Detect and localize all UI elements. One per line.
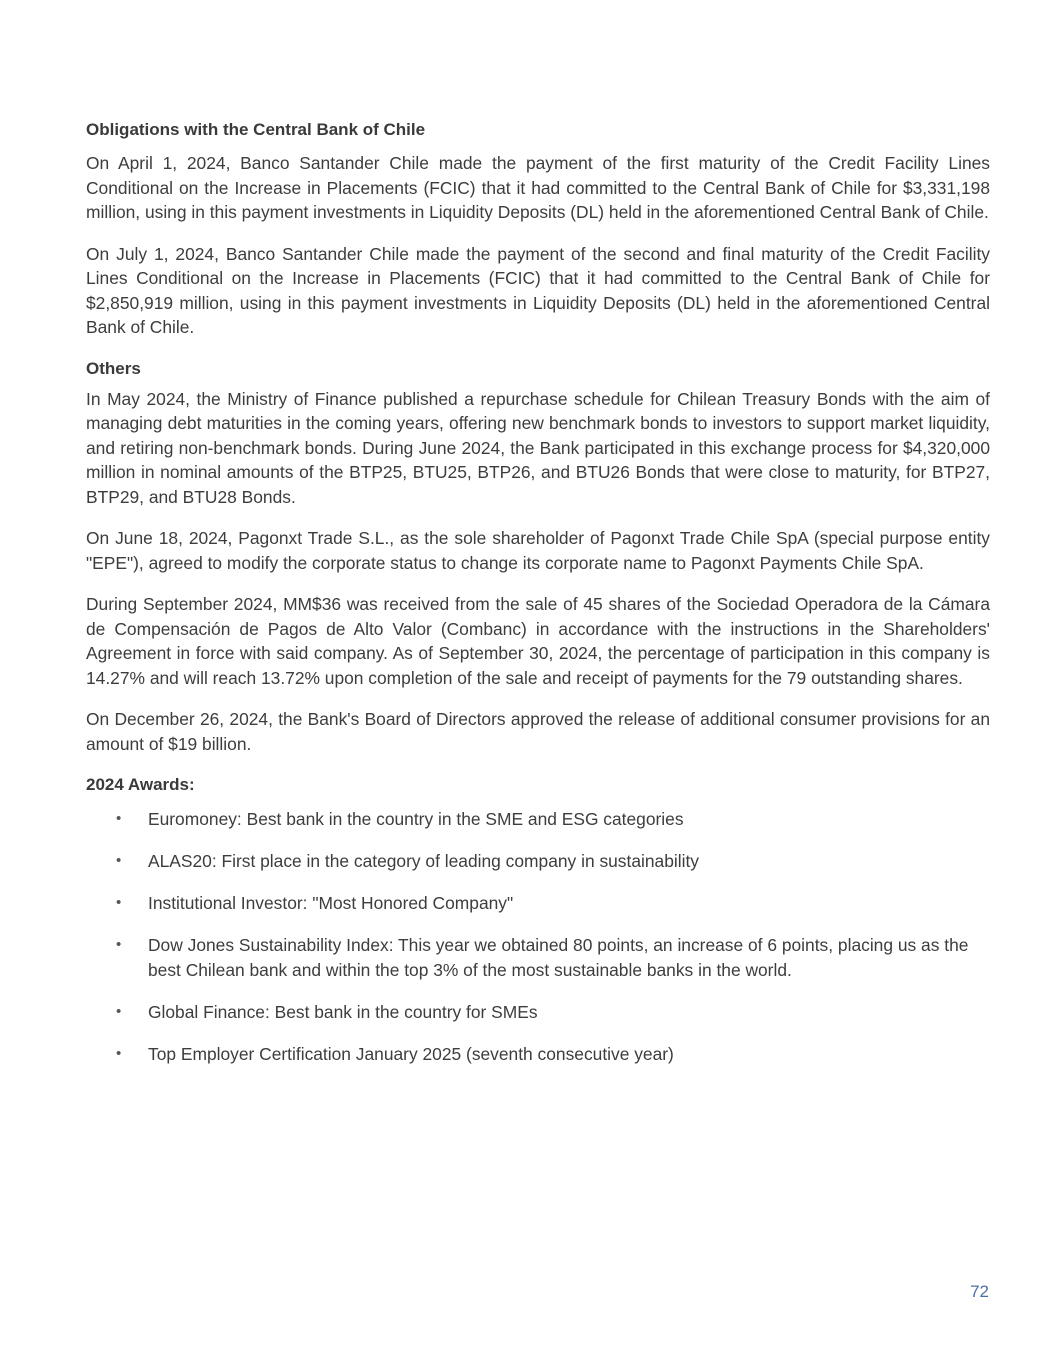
- paragraph-combanc: During September 2024, MM$36 was received from the sale of 45 shares of the Sociedad Operadora de la Cámara de Compensación de Pagos de Alto Valor (Combanc) in accordance with the instructions in the Shareholders' Agreement in force with said company. As of September 30, 2024, the percentage of participation in this company is 14.27% and will reach 13.72% upon completion of the sale and receipt of payments for the 79 outstanding shares.: [86, 594, 990, 688]
- list-item: [86, 891, 990, 916]
- document-page: [86, 118, 990, 1084]
- award-text: Dow Jones Sustainability Index: This year we obtained 80 points, an increase of 6 points, placing us as the best Chilean bank and within the top 3% of the most sustainable banks in the world.: [148, 935, 969, 980]
- list-item: [86, 1000, 990, 1025]
- paragraph-july-payment: On July 1, 2024, Banco Santander Chile made the payment of the second and final maturity of the Credit Facility Lines Conditional on the Increase in Placements (FCIC) that it had committed to the Central Bank of Chile for $2,850,919 million, using in this payment investments in Liquidity Deposits (DL) held in the aforementioned Central Bank of Chile.: [86, 243, 990, 337]
- paragraph-april-payment: On April 1, 2024, Banco Santander Chile made the payment of the first maturity of the Credit Facility Lines Conditional on the Increase in Placements (FCIC) that it had committed to the Central Bank of Chile for $3,331,198 million, using in this payment investments in Liquidity Deposits (DL) held in the aforementioned Central Bank of Chile.: [86, 153, 990, 222]
- list-item: [86, 933, 990, 982]
- award-text: Euromoney: Best bank in the country in the SME and ESG categories: [148, 809, 684, 829]
- awards-list: [86, 807, 990, 1066]
- bullet-icon: •: [116, 1044, 122, 1062]
- bullet-icon: •: [116, 852, 122, 869]
- list-item: [86, 849, 990, 874]
- section-heading-central-bank: Obligations with the Central Bank of Chile: [86, 120, 426, 139]
- bullet-icon: •: [116, 936, 122, 953]
- list-item: [86, 807, 990, 832]
- bullet-icon: •: [116, 894, 122, 911]
- section-heading-others: Others: [86, 358, 141, 378]
- page-number: 72: [970, 1282, 989, 1301]
- bullet-icon: •: [116, 810, 122, 827]
- paragraph-provisions: On December 26, 2024, the Bank's Board of Directors approved the release of additional consumer provisions for an amount of $19 billion.: [86, 709, 990, 754]
- award-text: ALAS20: First place in the category of leading company in sustainability: [148, 851, 700, 871]
- section-heading-awards: 2024 Awards:: [86, 775, 195, 794]
- paragraph-pagonxt: On June 18, 2024, Pagonxt Trade S.L., as the sole shareholder of Pagonxt Trade Chile SpA (special purpose entity "EPE"), agreed to modify the corporate status to change its corporate name to Pagonxt Payments Chile SpA.: [86, 528, 990, 573]
- paragraph-treasury-bonds: In May 2024, the Ministry of Finance published a repurchase schedule for Chilean Treasury Bonds with the aim of managing debt maturities in the coming years, offering new benchmark bonds to investors to support market liquidity, and retiring non-benchmark bonds. During June 2024, the Bank participated in this exchange process for $4,320,000 million in nominal amounts of the BTP25, BTU25, BTP26, and BTU26 Bonds that were close to maturity, for BTP27, BTP29, and BTU28 Bonds.: [86, 388, 990, 507]
- award-text: Top Employer Certification January 2025 (seventh consecutive year): [148, 1043, 674, 1064]
- bullet-icon: •: [116, 1002, 122, 1020]
- award-text: Institutional Investor: "Most Honored Company": [148, 893, 514, 913]
- list-item: [86, 1042, 990, 1067]
- award-text: Global Finance: Best bank in the country for SMEs: [148, 1001, 538, 1022]
